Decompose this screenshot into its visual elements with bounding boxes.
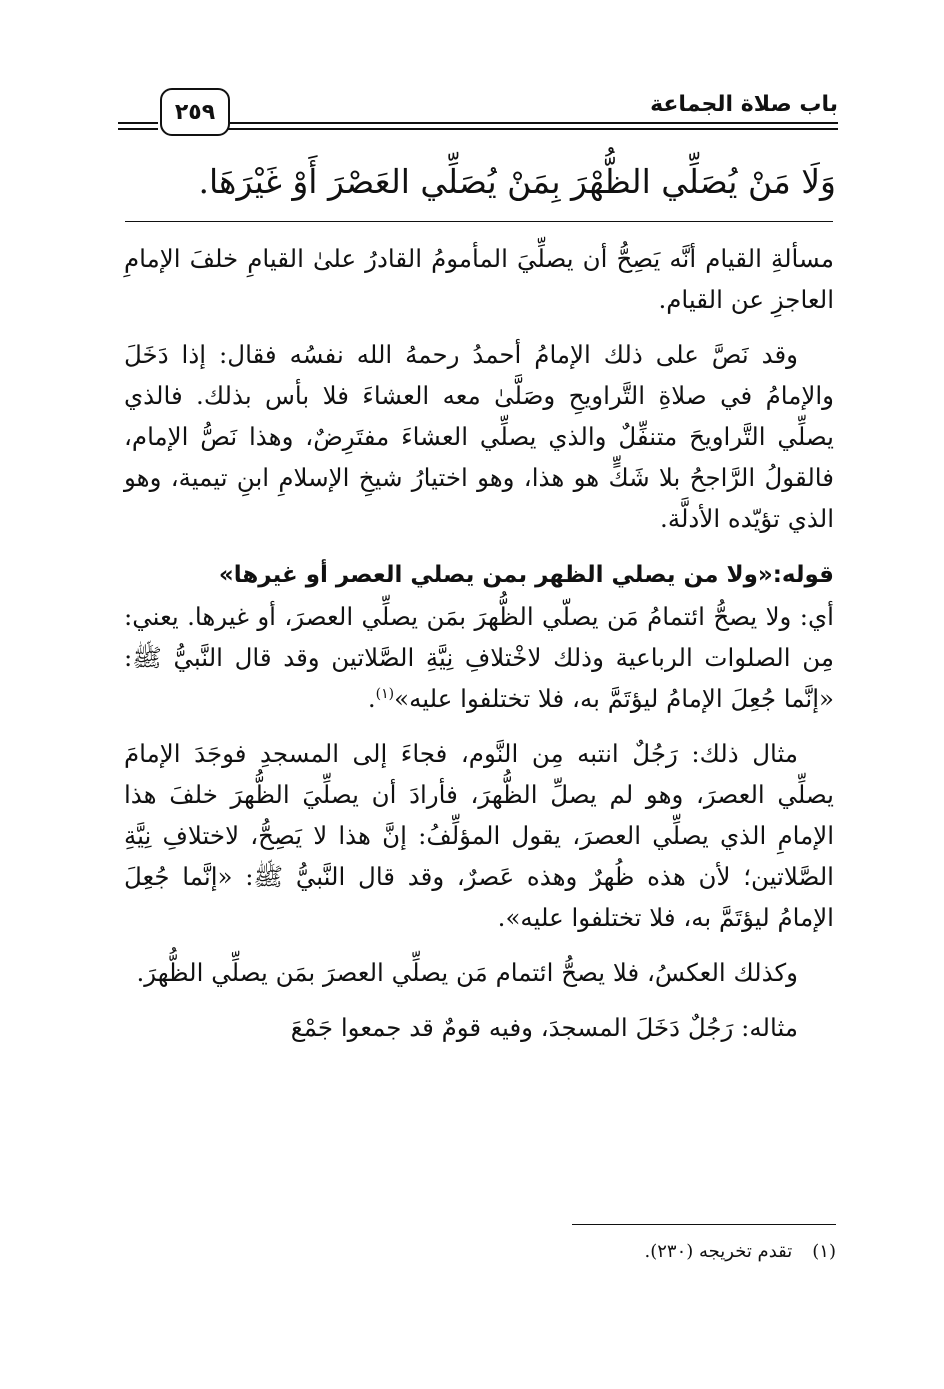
footnote-text: تقدم تخريجه (٢٣٠). (644, 1241, 793, 1262)
footnote-number: (١) (812, 1241, 836, 1262)
header-rule-left-top (118, 122, 158, 124)
header-rule-bottom (228, 128, 838, 130)
page-number: ٢٥٩ (160, 88, 230, 136)
paragraph: مثال ذلك: رَجُلٌ انتبه مِن النَّوم، فجاءَ إلى المسجدِ فوجَدَ الإمامَ يصلِّي العصرَ، وهو لم يصلِّ الظُّهرَ، فأرادَ أن يصلِّيَ الظُّهرَ خلفَ هذا الإمامِ الذي يصلِّي العصرَ، يقول المؤلِّفُ: إنَّ هذا لا يَصِحُّ، لاختلافِ نِيَّةِ الصَّلاتين؛ لأن هذه ظُهرٌ وهذه عَصرٌ، وقد قال النَّبيُّ ﷺ: «إنَّما جُعِلَ الإمامُ ليؤتَمَّ به، فلا تختلفوا عليه». (124, 739, 834, 932)
paragraph: وكذلك العكسُ، فلا يصحُّ ائتمام مَن يصلِّي العصرَ بمَن يصلِّي الظُّهرَ. (136, 958, 798, 987)
footnote-ref[interactable]: (١) (375, 685, 395, 702)
footnote (136, 1238, 836, 1266)
qawluh-paragraph (124, 553, 834, 719)
matn-separator (125, 221, 833, 222)
commentary-body (124, 238, 834, 1062)
qawluh-end: . (367, 684, 376, 713)
footnote-separator (572, 1224, 836, 1225)
page-header (118, 88, 838, 148)
paragraph: وقد نَصَّ على ذلك الإمامُ أحمدُ رحمهُ الله نفسُه فقال: إذا دَخَلَ والإمامُ في صلاةِ التَّراويحِ وصَلَّىٰ معه العشاءَ فلا بأس بذلك. فالذي يصلِّي التَّراويحَ متنفِّلٌ والذي يصلِّي العشاءَ مفتَرِضٌ، وهذا نَصُّ الإمام، فالقولُ الرَّاجحُ بلا شَكٍّ هو هذا، وهو اختيارُ شيخِ الإسلامِ ابنِ تيمية، وهو الذي تؤيّده الأدلَّة. (124, 340, 834, 533)
paragraph: مثاله: رَجُلٌ دَخَلَ المسجدَ، وفيه قومٌ قد جمعوا جَمْعَ (290, 1013, 798, 1042)
header-rule-top (228, 122, 838, 124)
qawluh-label: قوله: (772, 562, 834, 588)
qawluh-quote: «ولا من يصلي الظهر بمن يصلي العصر أو غيرها» (218, 562, 773, 588)
running-title: باب صلاة الجماعة (650, 92, 838, 117)
matn-text: وَلَا مَنْ يُصَلِّي الظُّهْرَ بِمَنْ يُصَلِّي العَصْرَ أَوْ غَيْرَهَا. (198, 162, 836, 201)
header-rule-left-bottom (118, 128, 158, 130)
paragraph: مسألةِ القيام أنَّه يَصِحُّ أن يصلِّيَ المأمومُ القادرُ علىٰ القيامِ خلفَ الإمامِ العاجزِ عن القيام. (124, 244, 834, 314)
qawluh-explanation: أي: ولا يصحُّ ائتمامُ مَن يصلّي الظُّهرَ بمَن يصلِّي العصرَ، أو غيرها. يعني: مِن الصلوات الرباعية وذلك لاخْتلافِ نِيَّةِ الصَّلاتين وقد قال النَّبيُّ ﷺ: «إنَّما جُعِلَ الإمامُ ليؤتَمَّ به، فلا تختلفوا عليه» (124, 602, 834, 713)
